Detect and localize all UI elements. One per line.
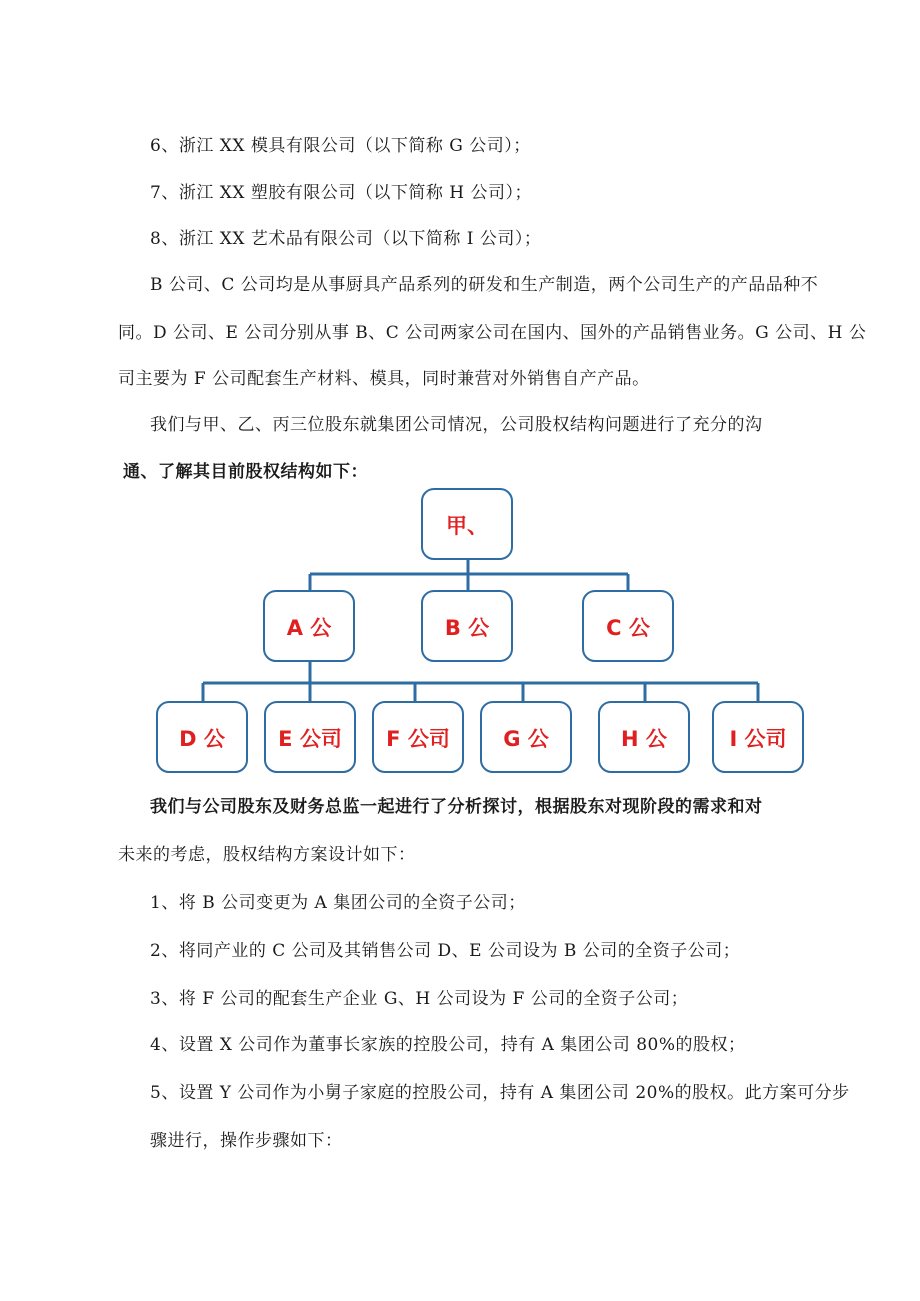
paragraph-business-line-2: 同。D 公司、E 公司分别从事 B、C 公司两家公司在国内、国外的产品销售业务。G 公司、H 公 xyxy=(118,323,867,343)
paragraph-business-line-3: 司主要为 F 公司配套生产材料、模具，同时兼营对外销售自产产品。 xyxy=(118,369,650,389)
node-g xyxy=(481,702,571,772)
node-h xyxy=(599,702,689,772)
node-c-label: C 公 xyxy=(606,616,650,640)
node-h-label: H 公 xyxy=(621,727,667,751)
node-root xyxy=(422,489,512,559)
paragraph-communication-line-2: 通、了解其目前股权结构如下： xyxy=(123,462,368,482)
node-d-label: D 公 xyxy=(179,727,225,751)
paragraph-company-h: 7、浙江 XX 塑胶有限公司（以下简称 H 公司）； xyxy=(150,183,532,203)
paragraph-analysis-line-2: 未来的考虑，股权结构方案设计如下： xyxy=(118,845,416,865)
node-e xyxy=(265,702,355,772)
paragraph-company-i: 8、浙江 XX 艺术品有限公司（以下简称 I 公司）； xyxy=(150,229,542,249)
paragraph-communication-line-1: 我们与甲、乙、丙三位股东就集团公司情况，公司股权结构问题进行了充分的沟 xyxy=(150,415,763,435)
plan-item-1: 1、将 B 公司变更为 A 集团公司的全资子公司； xyxy=(150,893,526,913)
node-f xyxy=(373,702,463,772)
node-d xyxy=(157,702,247,772)
plan-item-5-line-2: 骤进行，操作步骤如下： xyxy=(150,1131,343,1151)
plan-item-4: 4、设置 X 公司作为董事长家族的控股公司，持有 A 集团公司 80%的股权； xyxy=(150,1035,746,1055)
node-c xyxy=(583,591,673,661)
node-g-label: G 公 xyxy=(503,727,549,751)
node-i xyxy=(713,702,803,772)
node-b xyxy=(422,591,512,661)
plan-item-5-line-1: 5、设置 Y 公司作为小舅子家庭的控股公司，持有 A 集团公司 20%的股权。此方案可分步 xyxy=(150,1083,850,1103)
paragraph-company-g: 6、浙江 XX 模具有限公司（以下简称 G 公司）； xyxy=(150,136,531,156)
node-b-label: B 公 xyxy=(444,616,490,640)
plan-item-2: 2、将同产业的 C 公司及其销售公司 D、E 公司设为 B 公司的全资子公司； xyxy=(150,941,741,961)
paragraph-business-line-1: B 公司、C 公司均是从事厨具产品系列的研发和生产制造，两个公司生产的产品品种不 xyxy=(150,275,819,295)
node-a-label: A 公 xyxy=(286,616,332,640)
node-a xyxy=(264,591,354,661)
node-f-label: F 公司 xyxy=(386,727,450,751)
node-e-label: E 公司 xyxy=(278,727,342,751)
node-i-label: I 公司 xyxy=(729,727,787,751)
node-root-label: 甲、 xyxy=(446,514,488,538)
plan-item-3: 3、将 F 公司的配套生产企业 G、H 公司设为 F 公司的全资子公司； xyxy=(150,989,689,1009)
paragraph-analysis-line-1: 我们与公司股东及财务总监一起进行了分析探讨，根据股东对现阶段的需求和对 xyxy=(150,797,763,817)
